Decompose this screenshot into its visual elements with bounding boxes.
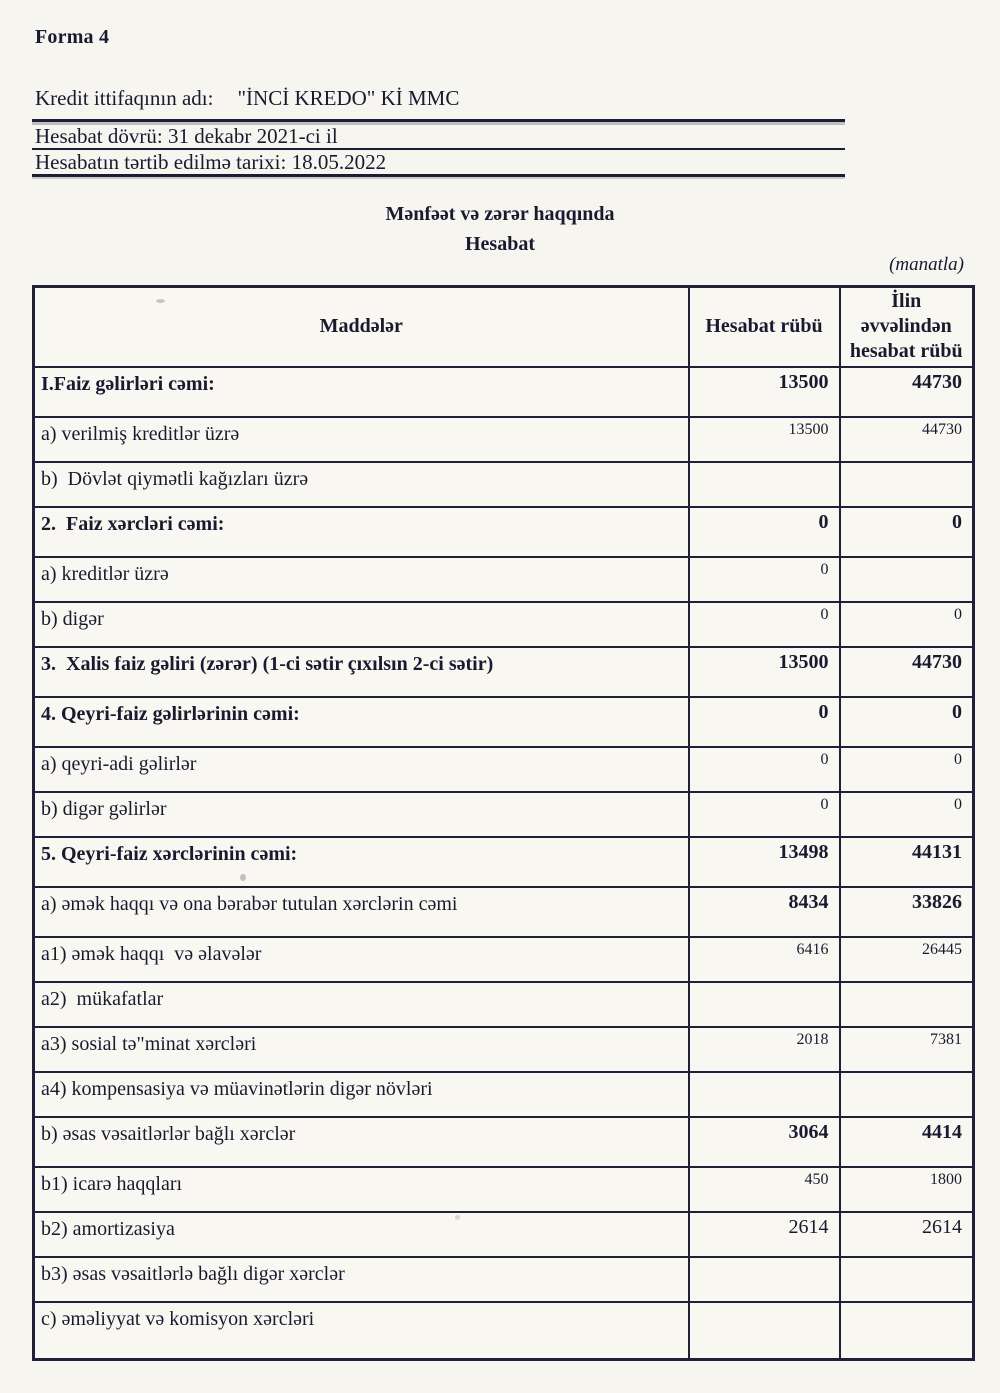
report-title-line1: Mənfəət və zərər haqqında [385,203,615,225]
value-ilin-evvelinden [840,1257,974,1302]
value-ilin-evvelinden: 0 [840,507,974,557]
column-header-hesabat-rubu: Hesabat rübü [689,287,840,367]
scan-artifact-speck [455,1215,460,1220]
value-hesabat-rubu: 0 [689,507,840,557]
column-header-ilin-evvelinden: İlin əvvəlindən hesabat rübü [840,287,974,367]
credit-union-label: Kredit ittifaqının adı: [35,86,214,110]
pnl-table [32,285,975,1361]
table-row [34,462,974,507]
row-label: 5. Qeyri-faiz xərclərinin cəmi: [34,837,689,887]
credit-union-row [35,86,459,111]
value-ilin-evvelinden: 44131 [840,837,974,887]
table-row [34,507,974,557]
row-label: a2) mükafatlar [34,982,689,1027]
table-row [34,1117,974,1167]
report-prepared-date: Hesabatın tərtib edilmə tarixi: 18.05.2022 [35,150,387,174]
value-ilin-evvelinden: 0 [840,697,974,747]
table-row [34,1072,974,1117]
table-row [34,1212,974,1257]
value-ilin-evvelinden: 1800 [840,1167,974,1212]
row-label: b2) amortizasiya [34,1212,689,1257]
value-hesabat-rubu: 0 [689,557,840,602]
value-hesabat-rubu [689,1257,840,1302]
value-hesabat-rubu: 450 [689,1167,840,1212]
row-label: b) əsas vəsaitlərlər bağlı xərclər [34,1117,689,1167]
value-hesabat-rubu: 8434 [689,887,840,937]
value-hesabat-rubu: 13500 [689,647,840,697]
scan-artifact-speck [240,874,246,881]
row-label: b) digər gəlirlər [34,792,689,837]
table-header-row [34,287,974,367]
value-ilin-evvelinden: 44730 [840,647,974,697]
value-ilin-evvelinden: 0 [840,747,974,792]
row-label: a1) əmək haqqı və əlavələr [34,937,689,982]
row-label: 2. Faiz xərcləri cəmi: [34,507,689,557]
value-ilin-evvelinden: 0 [840,602,974,647]
table-row [34,887,974,937]
value-ilin-evvelinden: 44730 [840,367,974,417]
row-label: a3) sosial tə"minat xərcləri [34,1027,689,1072]
value-hesabat-rubu: 13500 [689,367,840,417]
row-label: a) kreditlər üzrə [34,557,689,602]
value-ilin-evvelinden [840,982,974,1027]
row-label: c) əməliyyat və komisyon xərcləri [34,1302,689,1360]
value-ilin-evvelinden: 0 [840,792,974,837]
table-row [34,747,974,792]
table-row [34,367,974,417]
report-period: Hesabat dövrü: 31 dekabr 2021-ci il [35,124,338,148]
report-title-line2: Hesabat [465,233,535,255]
value-hesabat-rubu: 3064 [689,1117,840,1167]
value-hesabat-rubu: 2018 [689,1027,840,1072]
value-hesabat-rubu: 0 [689,602,840,647]
row-label: a) verilmiş kreditlər üzrə [34,417,689,462]
row-label: 4. Qeyri-faiz gəlirlərinin cəmi: [34,697,689,747]
value-ilin-evvelinden [840,557,974,602]
row-label: a4) kompensasiya və müavinətlərin digər növləri [34,1072,689,1117]
header-divider-line-1 [32,119,845,122]
header-divider-line-3 [32,174,845,177]
column-header-maddeler: Maddələr [34,287,689,367]
table-row [34,937,974,982]
value-ilin-evvelinden: 44730 [840,417,974,462]
credit-union-name: "İNCİ KREDO" Kİ MMC [237,86,460,110]
value-ilin-evvelinden: 33826 [840,887,974,937]
value-ilin-evvelinden [840,1072,974,1117]
table-row [34,1167,974,1212]
value-hesabat-rubu: 13500 [689,417,840,462]
row-label: b) Dövlət qiymətli kağızları üzrə [34,462,689,507]
value-hesabat-rubu: 2614 [689,1212,840,1257]
row-label: 3. Xalis faiz gəliri (zərər) (1-ci sətir çıxılsın 2-ci sətir) [34,647,689,697]
value-hesabat-rubu [689,462,840,507]
table-row [34,697,974,747]
row-label: b) digər [34,602,689,647]
table-row [34,982,974,1027]
row-label: a) qeyri-adi gəlirlər [34,747,689,792]
table-row [34,837,974,887]
row-label: a) əmək haqqı və ona bərabər tutulan xərclərin cəmi [34,887,689,937]
value-hesabat-rubu: 0 [689,747,840,792]
table-row [34,602,974,647]
value-ilin-evvelinden: 7381 [840,1027,974,1072]
table-row [34,557,974,602]
table-row [34,647,974,697]
value-hesabat-rubu: 13498 [689,837,840,887]
table-row [34,1027,974,1072]
value-hesabat-rubu: 6416 [689,937,840,982]
value-ilin-evvelinden [840,1302,974,1360]
form-number-label: Forma 4 [35,26,110,48]
table-row [34,792,974,837]
table-row [34,417,974,462]
table-row [34,1257,974,1302]
row-label: b3) əsas vəsaitlərlə bağlı digər xərclər [34,1257,689,1302]
value-ilin-evvelinden: 26445 [840,937,974,982]
value-hesabat-rubu: 0 [689,697,840,747]
row-label: b1) icarə haqqları [34,1167,689,1212]
value-hesabat-rubu: 0 [689,792,840,837]
scan-artifact-speck [156,299,165,303]
value-ilin-evvelinden: 2614 [840,1212,974,1257]
value-ilin-evvelinden [840,462,974,507]
value-hesabat-rubu [689,1302,840,1360]
currency-note: (manatla) [889,254,964,275]
row-label: I.Faiz gəlirləri cəmi: [34,367,689,417]
table-row [34,1302,974,1360]
value-ilin-evvelinden: 4414 [840,1117,974,1167]
value-hesabat-rubu [689,982,840,1027]
value-hesabat-rubu [689,1072,840,1117]
